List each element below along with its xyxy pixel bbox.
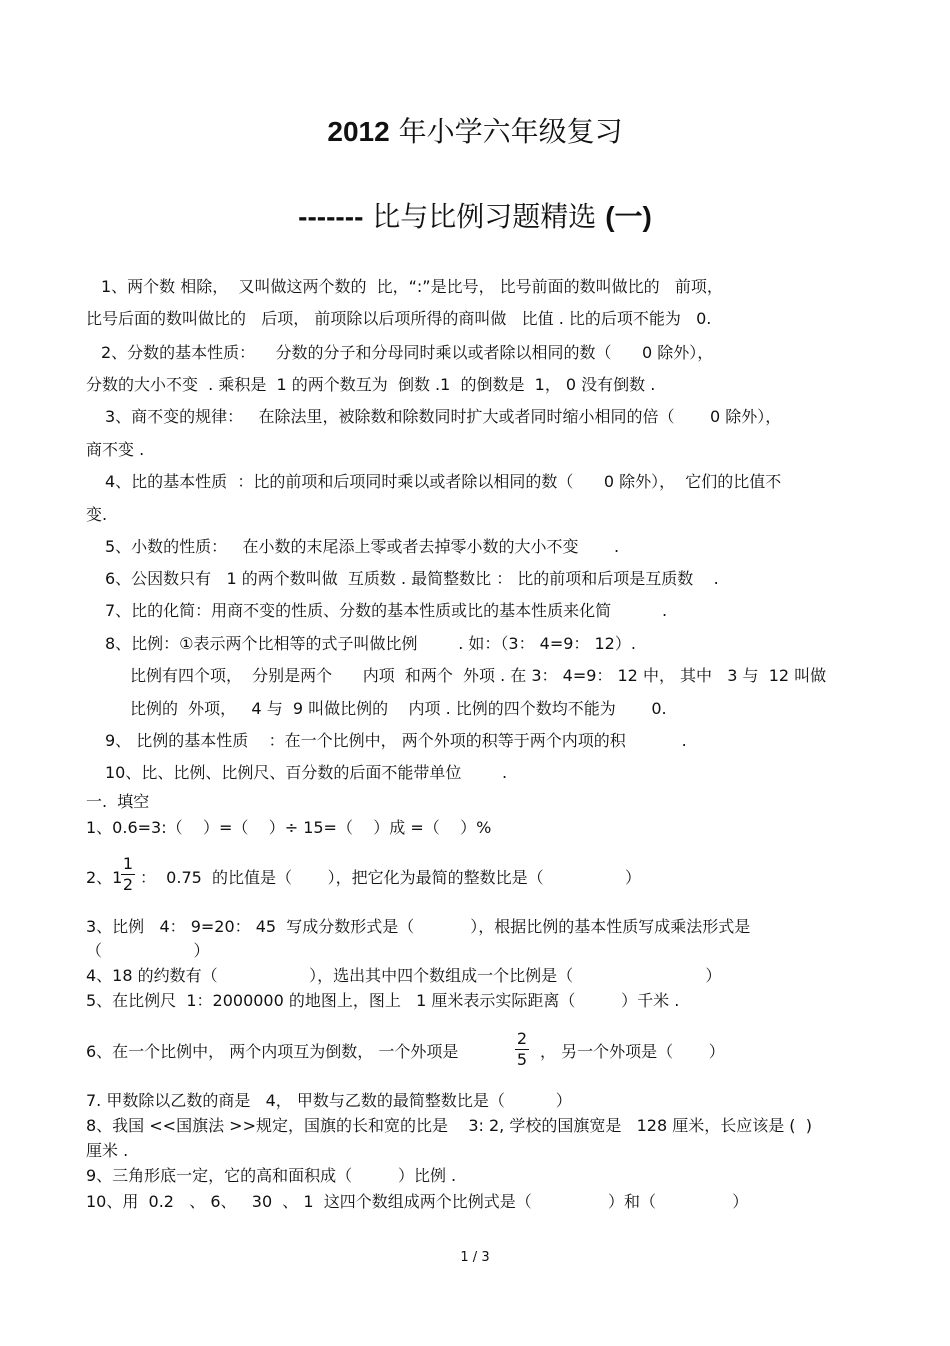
concept-5: 5、小数的性质： 在小数的末尾添上零或者去掉零小数的大小不变 . [105, 537, 620, 556]
concept-4-line-2: 变. [86, 505, 108, 524]
question-5: 5、在比例尺 1：2000000 的地图上，图上 1 厘米表示实际距离（ ）千米 . [86, 991, 680, 1010]
question-9: 9、三角形底一定，它的高和面积成（ ）比例 . [86, 1166, 457, 1185]
fraction-numerator: 1 [122, 854, 134, 873]
question-2-prefix: 2、1 [86, 868, 123, 887]
question-2-fraction [121, 855, 135, 894]
concept-8-line-2: 比例有四个项， 分别是两个 内项 和两个 外项 . 在 3： 4=9： 12 中， 其中 3 与 12 叫做 [130, 666, 827, 685]
question-4: 4、18 的约数有（ ），选出其中四个数组成一个比例是（ ） [86, 966, 722, 985]
concept-1-line-2: 比号后面的数叫做比的 后项， 前项除以后项所得的商叫做 比值 . 比的后项不能为 0. [86, 309, 712, 328]
concept-8-line-3: 比例的 外项， 4 与 9 叫做比例的 内项 . 比例的四个数均不能为 0. [130, 699, 667, 718]
concept-7: 7、比的化简：用商不变的性质、分数的基本性质或比的基本性质来化简 . [105, 601, 668, 620]
question-1: 1、0.6=3:（ ）=（ ）÷ 15=（ ）成 =（ ）% [86, 818, 492, 837]
concept-4-line-1: 4、比的基本性质 ：比的前项和后项同时乘以或者除以相同的数（ 0 除外）， 它们的比值不 [105, 472, 782, 491]
concept-2-line-1: 2、分数的基本性质： 分数的分子和分母同时乘以或者除以相同的数（ 0 除外）， [101, 343, 714, 362]
question-8-line-2: 厘米 . [86, 1141, 129, 1160]
question-7: 7. 甲数除以乙数的商是 4， 甲数与乙数的最简整数比是（ ） [86, 1091, 572, 1110]
concept-8-line-1: 8、比例：①表示两个比相等的式子叫做比例 . 如：（3： 4=9： 12）. [105, 634, 636, 653]
concept-3-line-2: 商不变 . [86, 440, 145, 459]
fraction-numerator: 2 [516, 1029, 528, 1048]
page-subtitle [0, 199, 950, 235]
fraction-denominator: 2 [122, 875, 134, 894]
question-3-line-1: 3、比例 4： 9=20： 45 写成分数形式是（ ），根据比例的基本性质写成乘法形式是 [86, 917, 751, 936]
question-10: 10、用 0.2 、 6、 30 、 1 这四个数组成两个比例式是（ ）和（ ） [86, 1192, 749, 1211]
subtitle-text: 比与比例习题精选 [363, 200, 606, 233]
title-text: 年小学六年级复习 [389, 115, 623, 148]
section-heading-fill-in: 一. 填空 [86, 792, 150, 811]
subtitle-number: (一) [605, 201, 652, 232]
question-2-text: ： 0.75 的比值是（ ），把它化为最简的整数比是（ ） [140, 868, 641, 887]
concept-6: 6、公因数只有 1 的两个数叫做 互质数 . 最简整数比 ： 比的前项和后项是互质数 . [105, 569, 719, 588]
question-6-prefix: 6、在一个比例中， 两个内项互为倒数， 一个外项是 [86, 1042, 459, 1061]
concept-1-line-1: 1、两个数 相除， 又叫做这两个数的 比，“:”是比号， 比号前面的数叫做比的 前项， [101, 277, 723, 296]
question-3-line-2: （ ） [86, 941, 210, 960]
question-6-text: ， 另一个外项是（ ） [540, 1042, 725, 1061]
concept-3-line-1: 3、商不变的规律： 在除法里，被除数和除数同时扩大或者同时缩小相同的倍（ 0 除外）， [105, 407, 782, 426]
question-8-line-1: 8、我国 <<国旗法 >>规定，国旗的长和宽的比是 3: 2, 学校的国旗宽是 128 厘米，长应该是 ( ) [86, 1116, 812, 1135]
title-year: 2012 [327, 116, 390, 147]
page-title [0, 114, 950, 150]
subtitle-dashes: ------- [298, 201, 364, 232]
concept-10: 10、比、比例、比例尺、百分数的后面不能带单位 . [105, 763, 508, 782]
concept-9: 9、 比例的基本性质 ：在一个比例中， 两个外项的积等于两个内项的积 . [105, 731, 687, 750]
concept-2-line-2: 分数的大小不变 . 乘积是 1 的两个数互为 倒数 .1 的倒数是 1， 0 没有倒数 . [86, 375, 656, 394]
question-6-fraction [515, 1030, 529, 1069]
fraction-denominator: 5 [516, 1050, 528, 1069]
page-number: 1 / 3 [460, 1250, 490, 1265]
